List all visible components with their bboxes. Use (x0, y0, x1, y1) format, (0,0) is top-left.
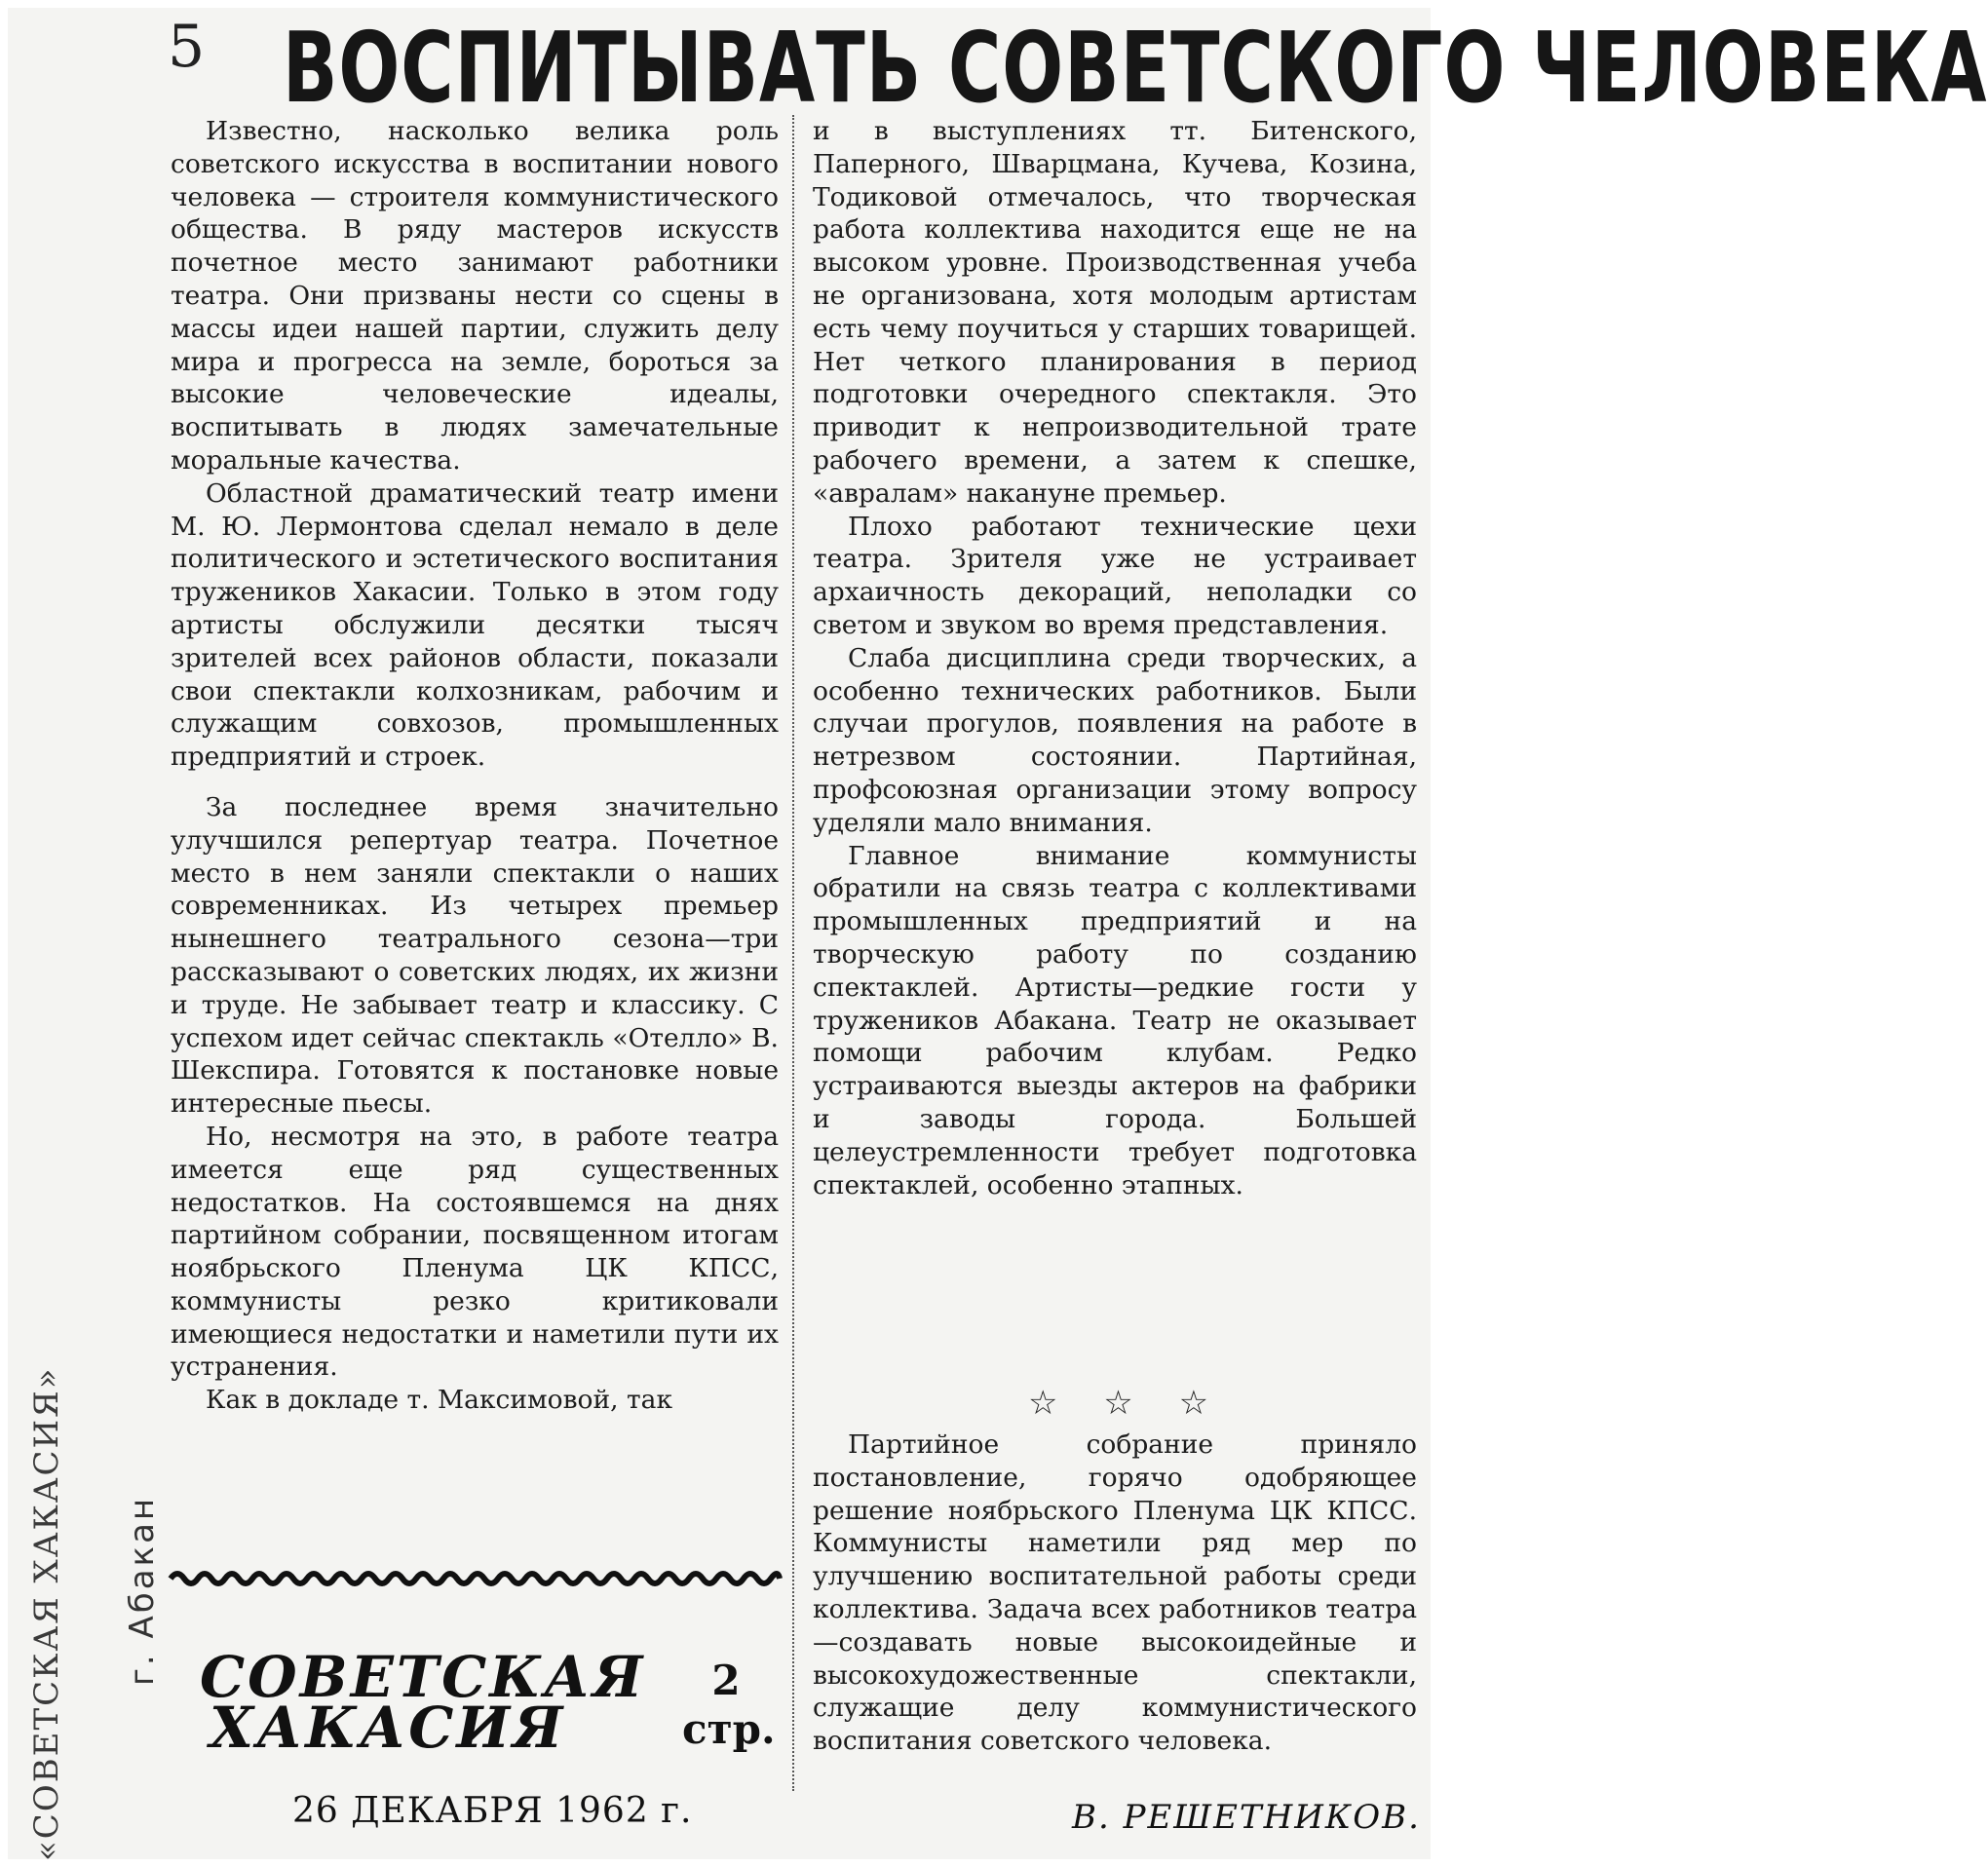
paragraph: Слаба дисциплина среди творческих, а особенно технических работников. Были случаи прогулов, появления на работе в нетрезвом состоянии. Партийная, профсоюзная организации этому вопросу уделяли мало внимания. (813, 642, 1417, 838)
paragraph: Как в докладе т. Максимовой, так (206, 1385, 673, 1416)
page-number-block (682, 1657, 776, 1754)
paragraph: Известно, насколько велика роль советского искусства в воспитании нового человека — строителя коммунистического общества. В ряду мастеров искусств почетное место занимают работники театра. Они призваны нести со сцены в массы идеи нашей партии, служить делу мира и прогресса на земле, бороться за высокие человеческие идеалы, воспитывать в людях замечательные моральные качества. (171, 116, 779, 476)
page-label: стр. (682, 1705, 776, 1753)
paragraph: Плохо работают технические цехи театра. Зрителя уже не устраивает архаичность декораций, неполадки со светом и звуком во время представления. (813, 511, 1417, 640)
article-right-column (813, 115, 1417, 1201)
wavy-rule (171, 1564, 780, 1593)
paragraph: За последнее время значительно улучшился репертуар театра. Почетное место в нем заняли спектакли о наших современниках. Из четырех премьер нынешнего театрального сезона—три рассказывают о советских людях, их жизни и труде. Не забывает театр и классику. С успехом идет сейчас спектакль «Отелло» В. Шекспира. Готовятся к постановке новые интересные пьесы. (171, 791, 779, 1120)
masthead-line-2: ХАКАСИЯ (210, 1695, 566, 1761)
masthead-line-1: СОВЕТСКАЯ (200, 1644, 646, 1710)
paragraph: Областной драматический театр имени М. Ю. Лермонтова сделал немало в деле политического и эстетического воспитания тружеников Хакасии. Только в этом году артисты обслужили десятки тысяч зрителей всех районов области, показали свои спектакли колхозникам, рабочим и служащим совхозов, промышленных предприятий и строек. (171, 477, 779, 773)
paragraph: Главное внимание коммунисты обратили на связь театра с коллективами промышленных предприятий и на творческую работу по созданию спектаклей. Артисты—редкие гости у тружеников Абакана. Театр не оказывает помощи рабочим клубам. Редко устраиваются выезды актеров на фабрики и заводы города. Большей целеустремленности требует подготовка спектаклей, особенно этапных. (813, 840, 1417, 1200)
side-stamp: «СОВЕТСКАЯ ХАКАСИЯ» (27, 1366, 66, 1861)
side-city: г. Абакан (123, 1495, 162, 1686)
corner-mark: 5 (168, 13, 206, 81)
author-signature: В. РЕШЕТНИКОВ. (1072, 1798, 1421, 1837)
paragraph: и в выступлениях тт. Битенского, Паперного, Шварцмана, Кучева, Козина, Тодиковой отмечалось, что творческая работа коллектива находится еще не на высоком уровне. Производственная учеба не организована, хотя молодым артистам есть чему поучиться у старших товарищей. Нет четкого планирования в период подготовки очередного спектакля. Это приводит к непроизводительной трате рабочего времени, а затем к спешке, «авралам» накануне премьер. (813, 116, 1417, 509)
closing-section (813, 1429, 1417, 1758)
issue-date: 26 ДЕКАБРЯ 1962 г. (292, 1791, 693, 1831)
article-headline: ВОСПИТЫВАТЬ СОВЕТСКОГО ЧЕЛОВЕКА (283, 12, 1988, 126)
article-left-column (171, 115, 779, 1417)
section-stars: ☆ ☆ ☆ (1028, 1384, 1227, 1423)
newspaper-masthead (200, 1644, 646, 1761)
column-divider (792, 115, 794, 1791)
page-number: 2 (711, 1657, 741, 1704)
closing-paragraph: Партийное собрание приняло постановление, горячо одобряющее решение ноябрьского Пленума ЦК КПСС. Коммунисты наметили ряд мер по улучшению воспитательной работы среди коллектива. Задача всех работников театра—создавать новые высокоидейные и высокохудожественные спектакли, служащие делу коммунистического воспитания советского человека. (813, 1429, 1417, 1757)
paragraph: Но, несмотря на это, в работе театра имеется еще ряд существенных недостатков. На состоявшемся на днях партийном собрании, посвященном итогам ноябрьского Пленума ЦК КПСС, коммунисты резко критиковали имеющиеся недостатки и наметили пути их устранения. (171, 1121, 779, 1383)
